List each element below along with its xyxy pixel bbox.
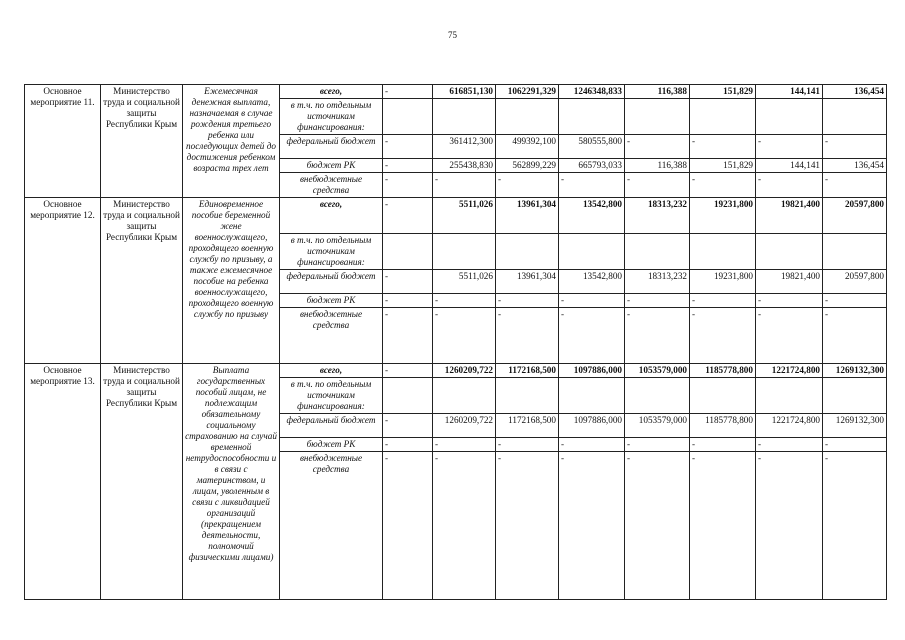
amount-cell: 1172168,500 [496,364,559,378]
amount-cell: 616851,130 [433,85,496,99]
amount-cell [433,378,496,414]
amount-cell: - [433,173,496,198]
amount-cell [625,234,690,270]
amount-cell: 1053579,000 [625,414,690,438]
description-cell: Выплата государственных пособий лицам, не подлежащим обязательному социальному страхованию на случай временной нетрудоспособности и в связи с материнством, и лицам, уволенным в связи с ликвидацией организаций (прекращением деятельности, полномочий физическими лицами) [183,364,280,600]
amount-cell [690,234,756,270]
amount-cell: - [823,438,887,452]
amount-cell: 665793,033 [559,159,625,173]
measure-cell: Основное мероприятие 11. [25,85,101,198]
amount-cell [559,99,625,135]
financing-table [24,84,887,600]
amount-cell: 1185778,800 [690,414,756,438]
funding-source-cell: федеральный бюджет [280,414,383,438]
amount-cell: - [625,135,690,159]
amount-cell: 116,388 [625,85,690,99]
amount-cell: 1097886,000 [559,364,625,378]
amount-cell [823,234,887,270]
amount-cell: - [496,452,559,600]
amount-cell: - [690,173,756,198]
amount-cell: 580555,800 [559,135,625,159]
amount-cell: 19231,800 [690,198,756,234]
amount-cell: - [559,308,625,364]
amount-cell: 562899,229 [496,159,559,173]
table-row [25,85,887,99]
amount-cell: - [823,135,887,159]
amount-cell: - [823,173,887,198]
amount-cell [690,99,756,135]
amount-cell [496,234,559,270]
description-cell: Ежемесячная денежная выплата, назначаемая в случае рождения третьего ребенка или последующих детей до достижения ребенком возраста трех лет [183,85,280,198]
amount-cell: 1062291,329 [496,85,559,99]
amount-cell: 1246348,833 [559,85,625,99]
base-year-cell: - [383,452,433,600]
amount-cell: 255438,830 [433,159,496,173]
amount-cell: - [756,294,823,308]
base-year-cell: - [383,159,433,173]
base-year-cell: - [383,438,433,452]
amount-cell: - [559,294,625,308]
amount-cell: 1260209,722 [433,414,496,438]
funding-source-cell: всего, [280,198,383,234]
base-year-cell: - [383,294,433,308]
amount-cell: - [433,294,496,308]
amount-cell: - [559,452,625,600]
amount-cell [625,99,690,135]
amount-cell: 1053579,000 [625,364,690,378]
funding-source-cell: бюджет РК [280,294,383,308]
amount-cell: 20597,800 [823,198,887,234]
amount-cell: 20597,800 [823,270,887,294]
amount-cell: 144,141 [756,85,823,99]
amount-cell [756,378,823,414]
funding-source-cell: внебюджетные средства [280,173,383,198]
amount-cell: - [433,438,496,452]
base-year-cell: - [383,414,433,438]
amount-cell: - [559,173,625,198]
amount-cell: 1221724,800 [756,364,823,378]
amount-cell: 19231,800 [690,270,756,294]
amount-cell: - [625,308,690,364]
measure-cell: Основное мероприятие 13. [25,364,101,600]
amount-cell: 116,388 [625,159,690,173]
amount-cell: 136,454 [823,85,887,99]
amount-cell: - [625,294,690,308]
amount-cell: - [756,438,823,452]
table-row [25,364,887,378]
funding-source-cell: всего, [280,364,383,378]
amount-cell: 5511,026 [433,198,496,234]
base-year-cell: - [383,270,433,294]
base-year-cell [383,234,433,270]
executor-cell: Министерство труда и социальной защиты Республики Крым [101,198,183,364]
base-year-cell: - [383,85,433,99]
amount-cell: - [496,438,559,452]
table-row [25,198,887,234]
amount-cell [823,99,887,135]
amount-cell: - [690,135,756,159]
amount-cell [433,234,496,270]
amount-cell: - [823,308,887,364]
amount-cell: - [690,294,756,308]
measure-cell: Основное мероприятие 12. [25,198,101,364]
funding-source-cell: в т.ч. по отдельным источникам финансирования: [280,99,383,135]
amount-cell: - [756,452,823,600]
amount-cell: 19821,400 [756,198,823,234]
base-year-cell: - [383,173,433,198]
amount-cell [690,378,756,414]
amount-cell: - [433,452,496,600]
amount-cell: - [690,438,756,452]
executor-cell: Министерство труда и социальной защиты Республики Крым [101,364,183,600]
amount-cell: - [496,294,559,308]
amount-cell: 1221724,800 [756,414,823,438]
executor-cell: Министерство труда и социальной защиты Республики Крым [101,85,183,198]
amount-cell: - [559,438,625,452]
amount-cell: 13961,304 [496,270,559,294]
amount-cell [756,234,823,270]
amount-cell: 1097886,000 [559,414,625,438]
amount-cell [433,99,496,135]
amount-cell: - [756,173,823,198]
funding-source-cell: всего, [280,85,383,99]
amount-cell: 1260209,722 [433,364,496,378]
amount-cell: 13542,800 [559,198,625,234]
amount-cell: 13961,304 [496,198,559,234]
amount-cell [559,234,625,270]
amount-cell [559,378,625,414]
amount-cell: 18313,232 [625,270,690,294]
amount-cell [756,99,823,135]
amount-cell: 151,829 [690,159,756,173]
amount-cell: 1269132,300 [823,414,887,438]
amount-cell: - [823,294,887,308]
amount-cell: 1185778,800 [690,364,756,378]
amount-cell: - [823,452,887,600]
amount-cell: 5511,026 [433,270,496,294]
amount-cell: - [625,438,690,452]
funding-source-cell: бюджет РК [280,159,383,173]
amount-cell: - [690,452,756,600]
amount-cell: - [625,452,690,600]
funding-source-cell: внебюджетные средства [280,452,383,600]
amount-cell: 19821,400 [756,270,823,294]
amount-cell: 144,141 [756,159,823,173]
amount-cell: 13542,800 [559,270,625,294]
amount-cell: - [756,135,823,159]
page-number: 75 [448,30,457,40]
amount-cell [496,378,559,414]
funding-source-cell: внебюджетные средства [280,308,383,364]
base-year-cell: - [383,135,433,159]
funding-source-cell: федеральный бюджет [280,135,383,159]
amount-cell: 151,829 [690,85,756,99]
amount-cell: 136,454 [823,159,887,173]
amount-cell [823,378,887,414]
base-year-cell: - [383,198,433,234]
base-year-cell [383,99,433,135]
amount-cell: - [496,308,559,364]
amount-cell: 361412,300 [433,135,496,159]
amount-cell: 499392,100 [496,135,559,159]
description-cell: Единовременное пособие беременной жене военнослужащего, проходящего военную службу по призыву, а также ежемесячное пособие на ребенка военнослужащего, проходящего военную службу по призыву [183,198,280,364]
funding-source-cell: в т.ч. по отдельным источникам финансирования: [280,378,383,414]
funding-source-cell: в т.ч. по отдельным источникам финансирования: [280,234,383,270]
amount-cell: - [625,173,690,198]
funding-source-cell: бюджет РК [280,438,383,452]
funding-source-cell: федеральный бюджет [280,270,383,294]
amount-cell: 1269132,300 [823,364,887,378]
amount-cell: 18313,232 [625,198,690,234]
base-year-cell [383,378,433,414]
amount-cell [625,378,690,414]
amount-cell: - [433,308,496,364]
amount-cell [496,99,559,135]
base-year-cell: - [383,364,433,378]
amount-cell: - [496,173,559,198]
base-year-cell: - [383,308,433,364]
amount-cell: - [756,308,823,364]
amount-cell: 1172168,500 [496,414,559,438]
amount-cell: - [690,308,756,364]
